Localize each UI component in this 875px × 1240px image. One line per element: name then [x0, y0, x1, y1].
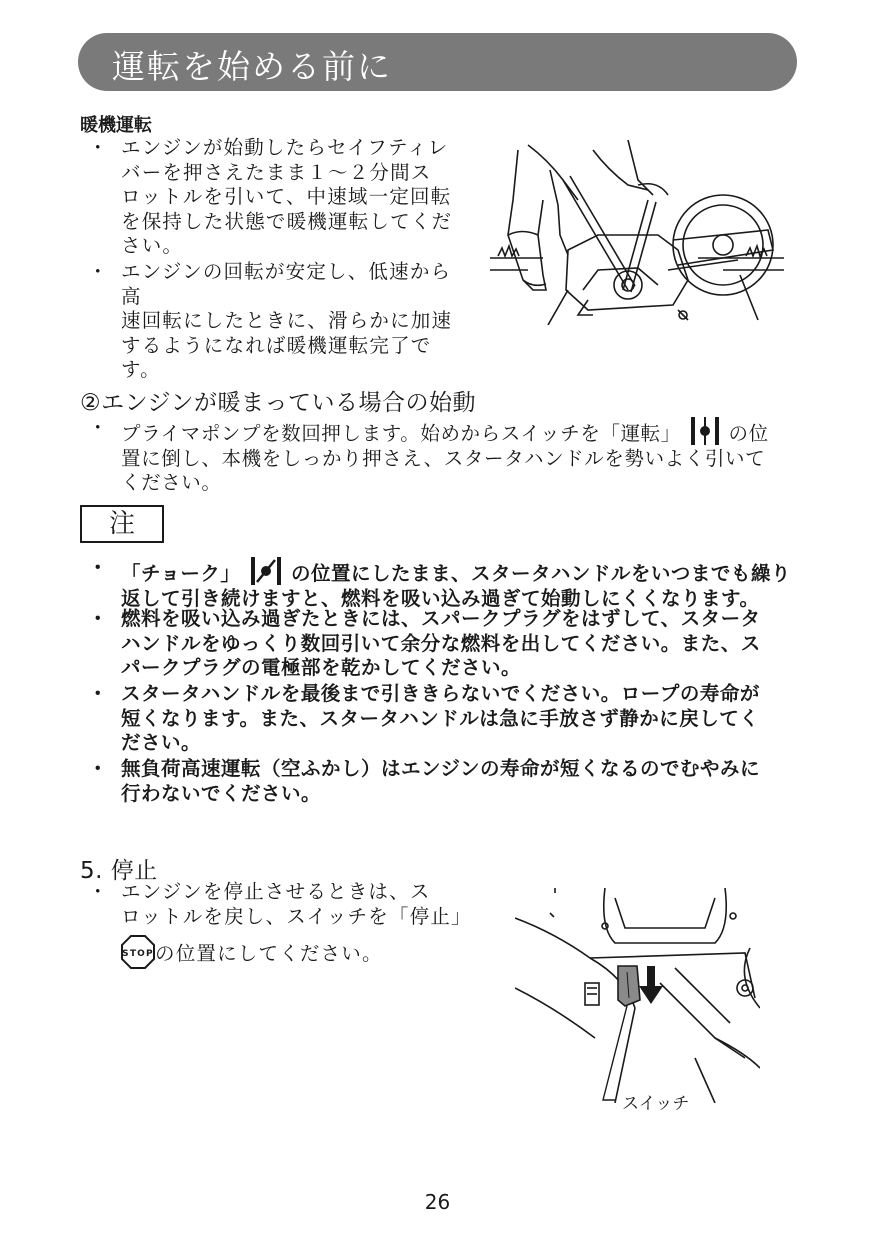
switch-illustration [515, 888, 760, 1103]
stop-line-2: ロットルを戻し、スイッチを「停止」 [121, 904, 472, 928]
note-bullet-4: ・ 無負荷高速運転（空ふかし）はエンジンの寿命が短くなるのでむやみに 行わないでください。 [88, 757, 808, 806]
page-title: 運転を始める前に [112, 47, 392, 86]
warm-start-line-1b: の位 [728, 422, 769, 445]
warmup-heading: 暖機運転 [80, 115, 152, 136]
warmup-bullet-2-line-1: エンジンの回転が安定し、低速から高 [121, 260, 452, 308]
note-bullet-1-line-1a: 「チョーク」 [121, 562, 241, 585]
note-bullet-1-line-2: 返して引き続けますと、燃料を吸い込み過ぎて始動しにくくなります。 [121, 586, 760, 610]
warmup-bullet-1-line-5: さい。 [121, 234, 184, 257]
note-bullet-4-line-2: 行わないでください。 [121, 781, 322, 805]
note-bullet-1: ・ 「チョーク」 の位置にしたまま、スタータハンドルをいつまでも繰り 返して引き続けますと、燃料を吸い込み過ぎて始動しにくくなります。 [88, 556, 808, 611]
note-bullet-2-line-3: パークプラグの電極部を乾かしてください。 [121, 656, 522, 679]
warmup-bullet-1-line-1: エンジンが始動したらセイフティレ [121, 136, 449, 159]
header-bar [78, 33, 797, 91]
stop-bullet: ・ エンジンを停止させるときは、ス ロットルを戻し、スイッチを「停止」 STOP の位置にしてください。 [88, 880, 478, 969]
note-bullet-3-line-1: スタータハンドルを最後まで引ききらないでください。ロープの寿命が [121, 682, 760, 705]
warm-start-title: ②エンジンが暖まっている場合の始動 [80, 390, 476, 416]
warm-start-line-3: ください。 [121, 471, 222, 494]
run-position-icon [688, 416, 722, 446]
warmup-bullet-1-line-4: を保持した状態で暖機運転してくだ [121, 209, 453, 233]
warm-start-bullet: ・ プライマポンプを数回押します。始めからスイッチを「運転」 の位 置に倒し、本機をしっかり押さえ、スタータハンドルを勢いよく引いて ください。 [88, 416, 803, 496]
note-bullet-2: ・ 燃料を吸い込み過ぎたときには、スパークプラグをはずして、スタータ ハンドルをゆっくり数回引いて余分な燃料を出してください。また、ス パークプラグの電極部を乾かしてください。 [88, 607, 808, 681]
choke-position-icon [248, 556, 284, 586]
warm-start-line-2: 置に倒し、本機をしっかり押さえ、スタータハンドルを勢いよく引いて [121, 446, 766, 470]
page-number: 26 [424, 1190, 451, 1214]
stop-line-3: の位置にしてください。 [155, 942, 383, 965]
warmup-bullet-1: ・ エンジンが始動したらセイフティレ バーを押さえたまま１～２分間ス ロットルを引いて、中速域一定回転 を保持した状態で暖機運転してくだ さい。 [88, 136, 468, 259]
note-bullet-2-line-2: ハンドルをゆっくり数回引いて余分な燃料を出してください。また、ス [121, 631, 761, 655]
stop-icon-text: STOP [122, 949, 154, 959]
warmup-bullet-2: ・ エンジンの回転が安定し、低速から高 速回転にしたときに、滑らかに加速 するようになれば暖機運転完了です。 [88, 260, 468, 383]
operator-cutter-illustration [488, 140, 786, 325]
note-bullet-3-line-2: 短くなります。また、スタータハンドルは急に手放さず静かに戻してく [121, 706, 760, 730]
note-bullet-4-line-1: 無負荷高速運転（空ふかし）はエンジンの寿命が短くなるのでむやみに [121, 757, 761, 780]
stop-position-icon [121, 935, 155, 969]
switch-label: スイッチ [622, 1094, 690, 1114]
stop-title: 5. 停止 [80, 858, 158, 884]
warmup-bullet-1-line-3: ロットルを引いて、中速域一定回転 [121, 185, 452, 208]
note-bullet-1-line-1b: の位置にしたまま、スタータハンドルをいつまでも繰り [291, 562, 791, 585]
note-bullet-3: ・ スタータハンドルを最後まで引ききらないでください。ロープの寿命が 短くなります。また、スタータハンドルは急に手放さず静かに戻してく ださい。 [88, 682, 808, 756]
warmup-bullet-1-line-2: バーを押さえたまま１～２分間ス [121, 160, 432, 184]
warmup-bullet-2-line-2: 速回転にしたときに、滑らかに加速 [121, 309, 453, 332]
stop-line-1: エンジンを停止させるときは、ス [121, 880, 431, 903]
warmup-bullet-2-line-3: するようになれば暖機運転完了です。 [121, 333, 432, 381]
note-label: 注 [80, 505, 164, 543]
note-bullet-3-line-3: ださい。 [121, 731, 202, 754]
note-bullet-2-line-1: 燃料を吸い込み過ぎたときには、スパークプラグをはずして、スタータ [121, 607, 761, 630]
warm-start-line-1a: プライマポンプを数回押します。始めからスイッチを「運転」 [121, 422, 681, 445]
